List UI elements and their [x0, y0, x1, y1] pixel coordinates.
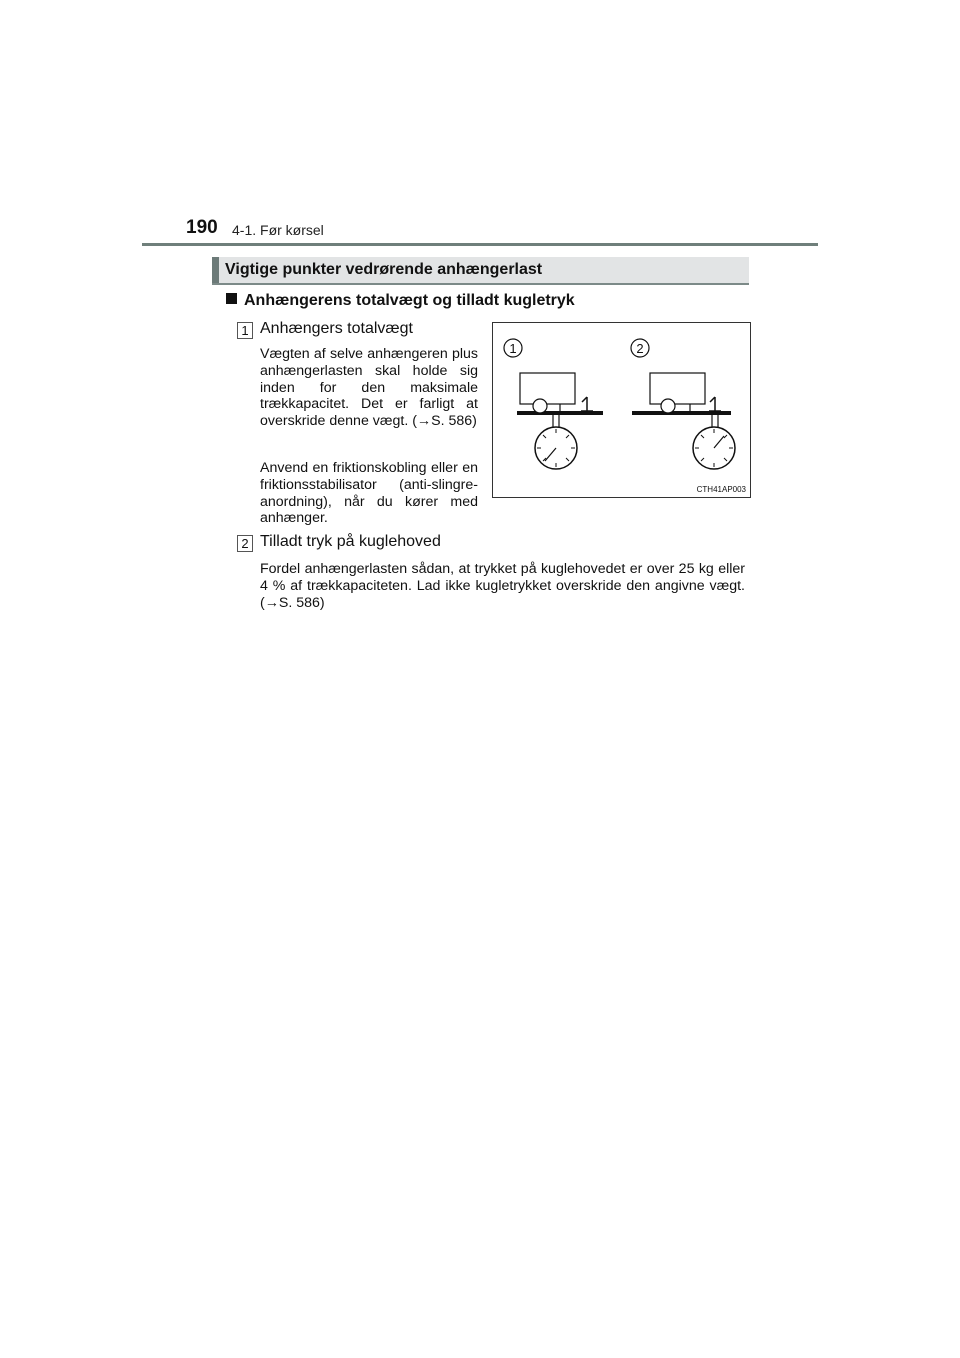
section-title: Vigtige punkter vedrørende anhængerlast — [225, 261, 543, 278]
square-bullet-icon — [226, 293, 237, 304]
figure-label-1 — [504, 339, 522, 357]
subsection-title: Anhængerens totalvægt og tilladt kugletryk — [244, 292, 575, 309]
svg-text:2: 2 — [636, 341, 644, 356]
section-bar-accent — [212, 257, 219, 283]
svg-text:1: 1 — [509, 341, 517, 356]
item-number-1: 1 — [237, 322, 253, 339]
breadcrumb: 4-1. Før kørsel — [232, 222, 324, 238]
item-heading-1: Anhængers totalvægt — [260, 320, 413, 337]
item-heading-2: Tilladt tryk på kuglehoved — [260, 533, 441, 550]
trailer-weight-figure — [492, 322, 751, 498]
scale-gauge-2-icon — [693, 427, 735, 469]
item-number-2: 2 — [237, 535, 253, 552]
page-number: 190 — [186, 217, 218, 238]
figure-label-2 — [631, 339, 649, 357]
item-2-paragraph-1: Fordel anhængerlasten sådan, at trykket på kuglehovedet er over 25 kg eller 4 % af trækkapaciteten. Lad ikke kugletrykket overskride den angivne vægt. (→S. 586) — [260, 561, 745, 611]
trailer-1-illustration — [517, 373, 603, 428]
item-1-paragraph-1: Vægten af selve anhængeren plus anhængerlasten skal holde sig inden for den maksimale trækkapacitet. Det er farligt at overskride denne vægt. (→S. 586) — [260, 346, 478, 430]
header-rule — [142, 243, 818, 246]
trailer-2-illustration — [632, 373, 731, 429]
section-bar — [212, 257, 749, 285]
figure-code: CTH41AP003 — [696, 485, 746, 494]
item-1-paragraph-2: Anvend en friktionskobling eller en friktionsstabilisator (anti-slingre-anordning), når du kører med anhænger. — [260, 460, 478, 527]
scale-gauge-1-icon — [535, 427, 577, 469]
subsection-heading — [226, 292, 575, 310]
trailer-illustration — [493, 323, 750, 497]
